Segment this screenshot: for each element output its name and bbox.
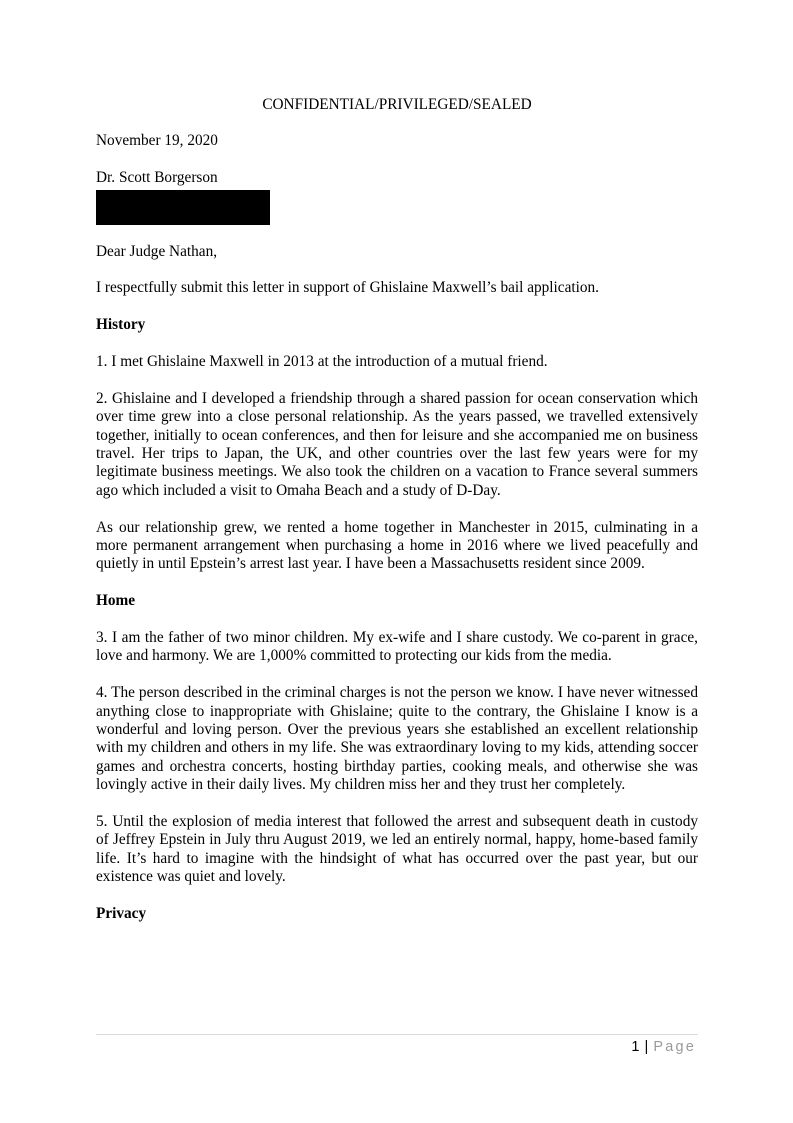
intro-paragraph: I respectfully submit this letter in support of Ghislaine Maxwell’s bail application. (96, 279, 599, 297)
history-paragraph-3: As our relationship grew, we rented a home together in Manchester in 2015, culminating in a more permanent arrangement when purchasing a home in 2016 where we lived peacefully and quietly in until Epstein’s arrest last year. I have been a Massachusetts resident since 2009. (96, 518, 698, 573)
letter-page (96, 96, 698, 942)
section-heading-privacy: Privacy (96, 905, 147, 923)
salutation: Dear Judge Nathan, (96, 242, 218, 260)
page-label: Page (653, 1039, 696, 1055)
home-paragraph-4: 4. The person described in the criminal charges is not the person we know. I have never witnessed anything close to inappropriate with Ghislaine; quite to the contrary, the Ghislaine I know is a wonderful and loving person. Over the previous years she established an excellent relationship with my children and others in my life. She was extraordinary loving to my kids, attending soccer games and orchestra concerts, hosting birthday parties, cooking meals, and otherwise she was lovingly active in their daily lives. My children miss her and they trust her completely. (96, 684, 698, 794)
page-separator: | (644, 1039, 649, 1055)
classification-header: CONFIDENTIAL/PRIVILEGED/SEALED (262, 96, 532, 113)
page-footer (631, 1039, 696, 1055)
section-heading-history: History (96, 316, 146, 334)
footer-divider (96, 1034, 698, 1035)
history-paragraph-2: 2. Ghislaine and I developed a friendship through a shared passion for ocean conservation which over time grew into a close personal relationship. As the years passed, we travelled extensively together, initially to ocean conferences, and then for leisure and she accompanied me on business travel. Her trips to Japan, the UK, and other countries over the last few years were for my legitimate business meetings. We also took the children on a vacation to France several summers ago which included a visit to Omaha Beach and a study of D-Day. (96, 389, 698, 499)
history-paragraph-1: 1. I met Ghislaine Maxwell in 2013 at the introduction of a mutual friend. (96, 353, 548, 370)
section-heading-home: Home (96, 592, 136, 610)
letter-date: November 19, 2020 (96, 132, 218, 150)
sender-name: Dr. Scott Borgerson (96, 169, 218, 187)
home-paragraph-3: 3. I am the father of two minor children. My ex-wife and I share custody. We co-parent in grace, love and harmony. We are 1,000% committed to protecting our kids from the media. (96, 629, 698, 665)
home-paragraph-5: 5. Until the explosion of media interest that followed the arrest and subsequent death in custody of Jeffrey Epstein in July thru August 2019, we led an entirely normal, happy, home-based family life. It’s hard to imagine with the hindsight of what has occurred over the past year, but our existence was quiet and lovely. (96, 813, 698, 886)
page-number: 1 (631, 1039, 640, 1055)
redacted-address-block (96, 190, 270, 225)
